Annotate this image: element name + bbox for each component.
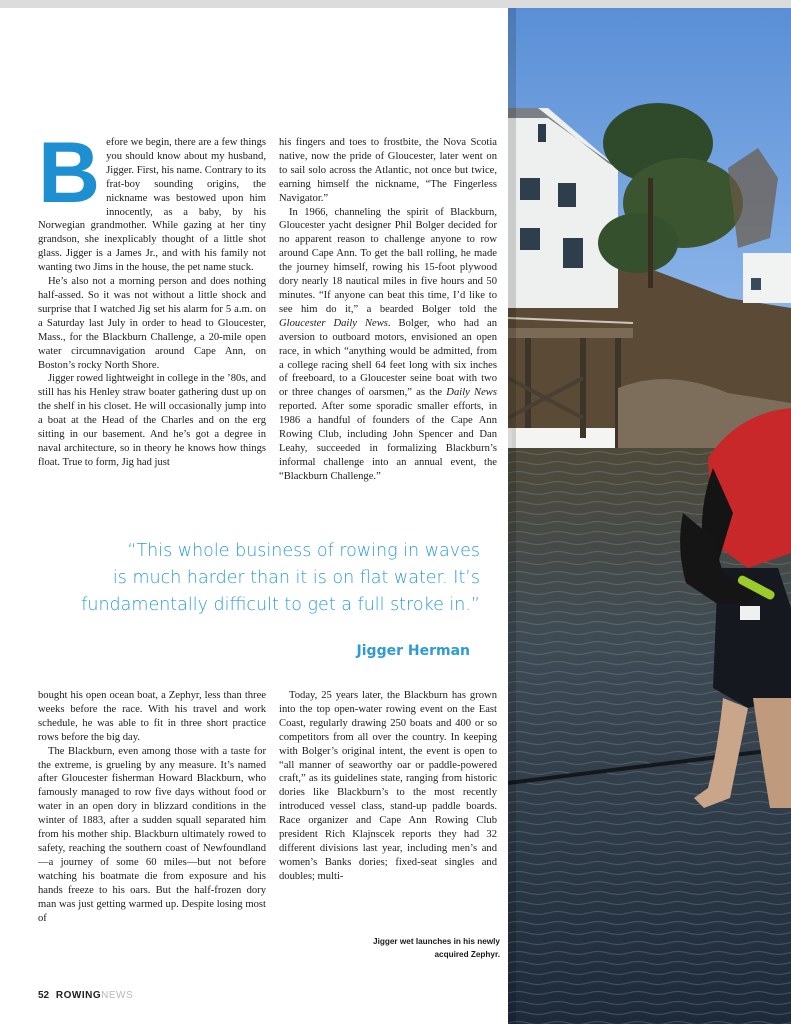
page-number: 52 (38, 990, 50, 1001)
water-bottle (740, 606, 760, 620)
magazine-logo: ROWING (55, 990, 102, 1001)
house-window (520, 178, 540, 200)
photo-illustration (508, 8, 791, 1024)
pull-quote-line: “This whole business of rowing in waves (127, 541, 480, 561)
article-column-2 (279, 136, 497, 484)
pull-quote (60, 538, 480, 619)
article-paragraph: bought his open ocean boat, a Zephyr, less than three weeks before the race. With his travel and work schedule, he was able to fit in three short practice rows before the big day. (38, 690, 266, 743)
article-paragraph: Jigger rowed lightweight in college in the ’80s, and still has his Henley straw boater gathering dust up on the shelf in his closet. He will occasionally jump into a boat at the Head of the Charles and on the erg sitting in our basement. And he’s got a degree in naval architecture, so in theory he knows how things float. True to form, Jig had just (38, 373, 267, 468)
dock (508, 328, 633, 338)
pull-quote-attribution: Jigger Herman (356, 643, 470, 659)
article-column-4 (279, 689, 497, 884)
house-window (563, 238, 583, 268)
pull-quote-line: is much harder than it is on flat water. It’s (112, 568, 480, 588)
rower-photo (508, 8, 791, 1024)
publication-name: Daily News (446, 387, 497, 399)
house-window (538, 124, 546, 142)
page-footer (38, 990, 133, 1001)
article-paragraph: The Blackburn, even among those with a taste for the extreme, is grueling by any measure. It’s named after Gloucester fisherman Howard Blackburn, who famously managed to row five days without food or water in an open dory in blizzard conditions in the winter of 1883, after a sudden squall separated him from his mother ship. Blackburn ultimately rowed to safety, reaching the southern coast of Newfoundland—a journey of some 60 miles—but not before watching his boatmate die from exposure and his hands freeze to his oars. But the half-frozen dory man was just getting warmed up. Despite losing most of (38, 745, 266, 924)
magazine-logo-suffix: NEWS (101, 990, 134, 1001)
drop-cap: B (38, 125, 101, 221)
article-column-1 (38, 125, 267, 470)
pull-quote-line: fundamentally difficult to get a full stroke in.” (81, 595, 480, 615)
article-paragraph: In 1966, channeling the spirit of Blackburn, Gloucester yacht designer Phil Bolger decided for no apparent reason to challenge anyone to row around Cape Ann. To get the ball rolling, he made the journey himself, rowing his 15-foot plywood dory nearly 18 nautical miles in five hours and 50 minutes. “If anyone can beat this time, I’d like to see him do it,” a bearded Bolger told the Gloucester Daily News. Bolger, who had an aversion to outboard motors, envisioned an open race, in which “anything would be admitted, from a college racing shell 64 feet long with six inches of freeboard, to a Gloucester seine boat with two or three changes of oarsmen,” as the Daily News reported. After some sporadic smaller efforts, in 1986 a handful of founders of the Cape Ann Rowing Club, including John Spencer and Dan Leahy, succeeded in formalizing Blackburn’s informal challenge into an annual event, the “Blackburn Challenge.” (279, 206, 497, 482)
article-paragraph: his fingers and toes to frostbite, the Nova Scotia native, now the pride of Gloucester, later went on to sail solo across the Atlantic, not once but twice, earning himself the nickname, “The Fingerless Navigator.” (279, 137, 497, 204)
photo-caption: Jigger wet launches in his newly acquired Zephyr. (373, 937, 500, 959)
article-paragraph: Before we begin, there are a few things you should know about my husband, Jigger. First, his name. Contrary to its frat-boy sounding origins, the nickname was bestowed upon him innocently, as a baby, by his Norwegian grandmother. While gazing at her tiny grandson, she inexplicably thought of a little shot glass. Jigger is a James Jr., and with his family not wanting two Jims in the house, the pet name stuck. (38, 125, 266, 274)
article-paragraph: He’s also not a morning person and does nothing half-assed. So it was not without a little shock and surprise that I watched Jig set his alarm for 5 a.m. on a Saturday last July in order to head to Gloucester, Mass., for the Blackburn Challenge, a 20-mile open water circumnavigation around Cape Ann, on Boston’s rocky North Shore. (38, 276, 266, 371)
house-window (558, 183, 576, 207)
house-window (520, 228, 540, 250)
far-house (743, 253, 791, 303)
publication-name: Gloucester Daily News (279, 317, 388, 329)
article-paragraph: Today, 25 years later, the Blackburn has grown into the top open-water rowing event on the East Coast, regularly drawing 250 boats and 400 or so competitors from all over the country. In keeping with Bolger’s original intent, the event is open to “all manner of seaworthy oar or paddle-powered craft,” as its guidelines state, ranging from historic dories like Blackburn’s to the most recently introduced vessel class, stand-up paddle boards. Race organizer and Cape Ann Rowing Club president Rich Klajnscek reports they had 32 different divisions last year, including men’s and women’s Banks dories; fixed-seat singles and doubles; multi- (279, 690, 497, 882)
article-column-3 (38, 689, 266, 925)
